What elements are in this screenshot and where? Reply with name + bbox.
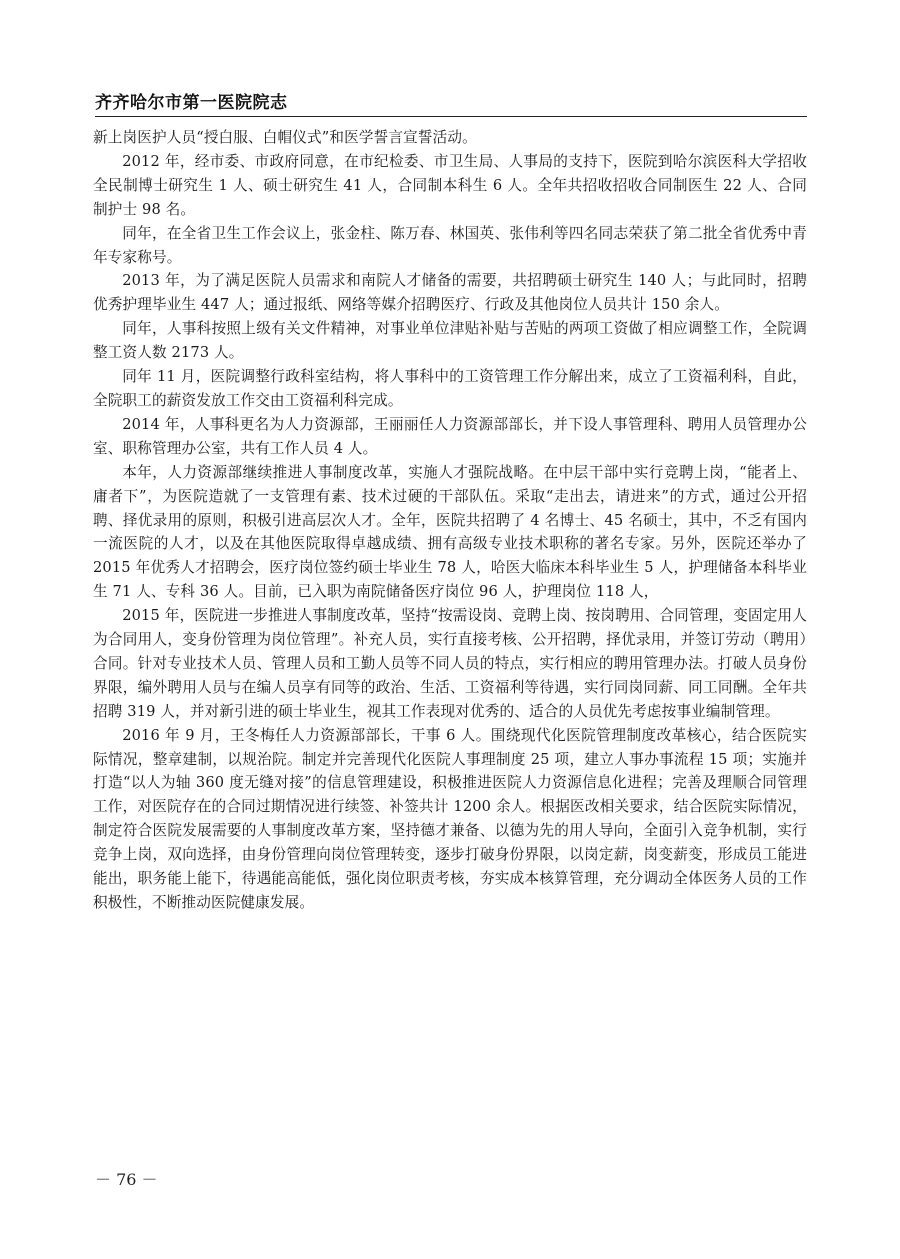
paragraph-2012: 2012 年，经市委、市政府同意，在市纪检委、市卫生局、人事局的支持下，医院到哈尔滨医科大学招收全民制博士研究生 1 人、硕士研究生 41 人，合同制本科生 6 人。全年共招收招收合同制医生 22 人、合同制护士 98 名。 bbox=[93, 152, 807, 218]
body-text bbox=[93, 126, 807, 915]
paragraph-2012-experts: 同年，在全省卫生工作会议上，张金柱、陈万春、林国英、张伟利等四名同志荣获了第二批全省优秀中青年专家称号。 bbox=[93, 224, 807, 266]
paragraph-2013: 2013 年，为了满足医院人员需求和南院人才储备的需要，共招聘硕士研究生 140 人；与此同时，招聘优秀护理毕业生 447 人；通过报纸、网络等媒介招聘医疗、行政及其他岗位人员共计 150 余人。 bbox=[93, 272, 807, 314]
paragraph-2013-november: 同年 11 月，医院调整行政科室结构，将人事科中的工资管理工作分解出来，成立了工资福利科，自此，全院职工的薪资发放工作交由工资福利科完成。 bbox=[93, 368, 807, 409]
page-number: － 76 － bbox=[95, 1170, 158, 1189]
running-header bbox=[95, 86, 807, 117]
paragraph-2015: 2015 年，医院进一步推进人事制度改革，坚持“按需设岗、竞聘上岗、按岗聘用、合同管理，变固定用人为合同用人，变身份管理为岗位管理”。补充人员，实行直接考核、公开招聘，择优录用，并签订劳动（聘用）合同。针对专业技术人员、管理人员和工勤人员等不同人员的特点，实行相应的聘用管理办法。打破人员身份界限，编外聘用人员与在编人员享有同等的政治、生活、工资福利等待遇，实行同岗同薪、同工同酬。全年共招聘 319 人，并对新引进的硕士毕业生，视其工作表现对优秀的、适合的人员优先考虑按事业编制管理。 bbox=[93, 607, 807, 720]
paragraph-2014: 2014 年，人事科更名为人力资源部，王丽丽任人力资源部部长，并下设人事管理科、聘用人员管理办公室、职称管理办公室，共有工作人员 4 人。 bbox=[93, 415, 807, 457]
paragraph-continuation: 新上岗医护人员“授白服、白帽仪式”和医学誓言宣誓活动。 bbox=[93, 129, 477, 146]
paragraph-2016: 2016 年 9 月，王冬梅任人力资源部部长，干事 6 人。围绕现代化医院管理制度改革核心，结合医院实际情况，整章建制，以规治院。制定并完善现代化医院人事理制度 25 项，建立人事办事流程 15 项；实施并打造“以人为轴 360 度无缝对接”的信息管理建设，积极推进医院人力资源信息化进程；完善及理顺合同管理工作，对医院存在的合同过期情况进行续签、补签共计 1200 余人。根据医改相关要求，结合医院实际情况，制定符合医院发展需要的人事制度改革方案，坚持德才兼备、以德为先的用人导向，全面引入竞争机制，实行竞争上岗，双向选择，由身份管理向岗位管理转变，逐步打破身份界限，以岗定薪，岗变薪变，形成员工能进能出，职务能上能下，待遇能高能低，强化岗位职责考核，夯实成本核算管理，充分调动全体医务人员的工作积极性，不断推动医院健康发展。 bbox=[93, 726, 807, 911]
paragraph-2014-reform: 本年，人力资源部继续推进人事制度改革，实施人才强院战略。在中层干部中实行竞聘上岗，“能者上、庸者下”，为医院造就了一支管理有素、技术过硬的干部队伍。采取“走出去，请进来”的方式，通过公开招聘、择优录用的原则，积极引进高层次人才。全年，医院共招聘了 4 名博士、45 名硕士，其中，不乏有国内一流医院的人才，以及在其他医院取得卓越成绩、拥有高级专业技术职称的著名专家。另外，医院还举办了 2015 年优秀人才招聘会，医疗岗位签约硕士毕业生 78 人，哈医大临床本科毕业生 5 人，护理储备本科毕业生 71 人、专科 36 人。目前，已入职为南院储备医疗岗位 96 人，护理岗位 118 人， bbox=[93, 463, 807, 601]
paragraph-2013-wages: 同年，人事科按照上级有关文件精神，对事业单位津贴补贴与苦贴的两项工资做了相应调整工作，全院调整工资人数 2173 人。 bbox=[93, 320, 807, 362]
book-title: 齐齐哈尔市第一医院院志 bbox=[95, 93, 288, 113]
